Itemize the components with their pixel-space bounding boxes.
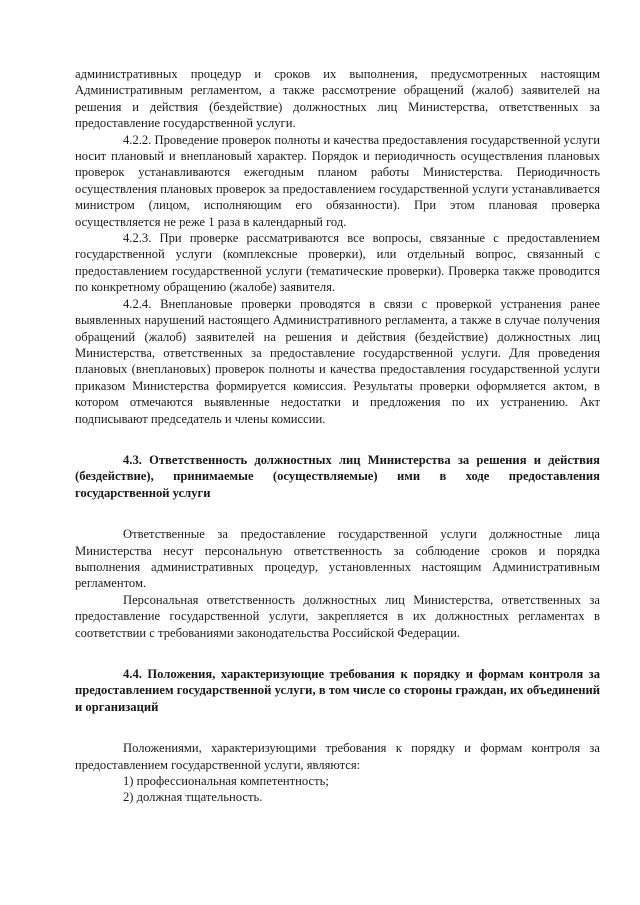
list-item-diligence: 2) должная тщательность. — [123, 790, 263, 805]
paragraph-continuation: административных процедур и сроков их выполнения, предусмотренных настоящим Административным регламентом, а также рассмотрение обращений (жалоб) заявителей на решения и действия (бездействие) должностных лиц Министерства, ответственных за предоставление государственной услуги. — [75, 67, 600, 131]
section-heading-4-4: 4.4. Положения, характеризующие требования к порядку и формам контроля за предоставлением государственной услуги, в том числе со стороны граждан, их объединений и организаций — [75, 667, 600, 714]
paragraph-responsibility: Ответственные за предоставление государственной услуги должностные лица Министерства несут персональную ответственность за соблюдение сроков и порядка выполнения административных процедур, установленных настоящим Административным регламентом. — [75, 527, 600, 591]
paragraph-4-2-4: 4.2.4. Внеплановые проверки проводятся в связи с проверкой устранения ранее выявленных нарушений настоящего Административного регламента, а также в случае получения обращений (жалоб) заявителей на решения и действия (бездействие) должностных лиц Министерства, ответственных за предоставление государственной услуги. Для проведения плановых (внеплановых) проверок полноты и качества предоставления государственной услуги приказом Министерства формируется комиссия. Результаты проверки оформляется актом, в котором отмечаются выявленные недостатки и предложения по их устранению. Акт подписывают председатель и члены комиссии. — [75, 296, 600, 426]
paragraph-4-2-3: 4.2.3. При проверке рассматриваются все вопросы, связанные с предоставлением государственной услуги (комплексные проверки), или отдельный вопрос, связанный с предоставлением государственной услуги (тематические проверки). Проверка также проводится по конкретному обращению (жалобе) заявителя. — [75, 231, 600, 295]
paragraph-control-requirements: Положениями, характеризующими требования к порядку и формам контроля за предоставлением государственной услуги, являются: — [75, 741, 600, 772]
paragraph-4-2-2: 4.2.2. Проведение проверок полноты и качества предоставления государственной услуги носит плановый и внеплановый характер. Порядок и периодичность осуществления плановых проверок устанавливаются ежегодным планом работы Министерства. Периодичность осуществления плановых проверок за предоставлением государственной услуги устанавливается министром (лицом, исполняющим его обязанности). При этом плановая проверка осуществляется не реже 1 раза в календарный год. — [75, 132, 600, 229]
list-item-competence: 1) профессиональная компетентность; — [123, 774, 329, 789]
section-heading-4-3: 4.3. Ответственность должностных лиц Министерства за решения и действия (бездействие), принимаемые (осуществляемые) ими в ходе предоставления государственной услуги — [75, 452, 600, 500]
paragraph-personal-responsibility: Персональная ответственность должностных лиц Министерства, ответственных за предоставление государственной услуги, закрепляется в их должностных регламентах в соответствии с требованиями законодательства Российской Федерации. — [75, 592, 600, 640]
